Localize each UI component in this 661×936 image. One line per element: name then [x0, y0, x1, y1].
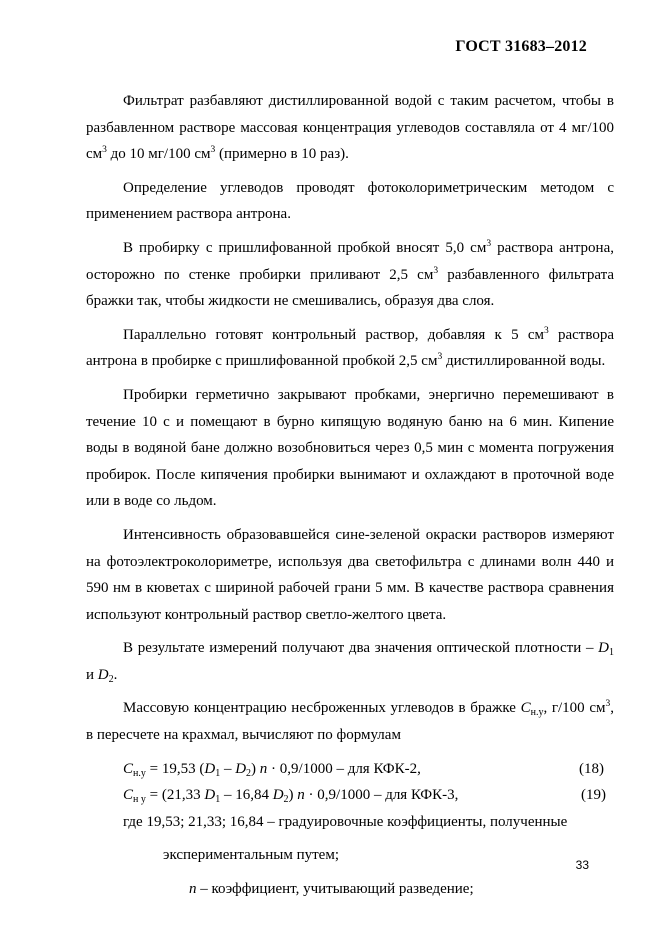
subscript: 2: [108, 673, 114, 685]
text-run: , в пересчете на крахмал, вычисляют по формулам: [86, 700, 614, 744]
text-run: ): [288, 787, 298, 804]
page-number: 33: [575, 858, 589, 872]
subscript: 2: [283, 794, 289, 806]
variable: D: [235, 760, 247, 777]
text-run: = 19,53 (: [145, 760, 205, 777]
superscript: 3: [605, 699, 611, 710]
text-run: раствора антрона, осторожно по стенке пробирки приливают 2,5 см: [86, 239, 614, 283]
text-run: –: [220, 760, 236, 777]
formula-19: [86, 782, 614, 809]
subscript: н.у: [530, 707, 544, 719]
subscript: 1: [215, 767, 221, 779]
text-run: · 0,9/1000 – для КФК-2,: [267, 760, 421, 777]
text-run: разбавленного фильтрата бражки так, чтобы жидкости не смешивались, образуя два слоя.: [86, 266, 614, 310]
where-continuation: экспериментальным путем;: [163, 847, 340, 864]
text-run: (примерно в 10 раз).: [215, 146, 349, 163]
subscript: 1: [215, 794, 221, 806]
text-run: ): [251, 760, 260, 777]
text-run: и: [86, 666, 98, 683]
where-n-definition: [86, 876, 614, 903]
variable: n: [259, 760, 268, 777]
variable: D: [97, 666, 109, 683]
variable: C: [123, 760, 134, 777]
formula-18: [86, 756, 614, 783]
formula-number: (19): [581, 787, 606, 804]
subscript: н.у: [133, 767, 146, 779]
text-run: = (21,33: [145, 787, 205, 804]
text-run: Параллельно готовят контрольный раствор, добавляя к 5 см: [123, 326, 544, 343]
variable: n: [297, 787, 305, 804]
superscript: 3: [210, 145, 216, 156]
text-run: В результате измерений получают два значения оптической плотности –: [123, 640, 599, 657]
superscript: 3: [102, 145, 107, 156]
text-run: – 16,84: [220, 787, 273, 804]
variable: C: [123, 787, 134, 804]
formula-expression: [123, 756, 421, 783]
subscript: 1: [609, 647, 614, 659]
text-run: – коэффициент, учитывающий разведение;: [196, 881, 474, 898]
paragraph-method: Определение углеводов проводят фотоколориметрическим методом с применением раствора антрона.: [86, 179, 614, 223]
text-run: Массовую концентрацию несброженных углеводов в бражке: [123, 700, 521, 717]
variable: n: [189, 881, 197, 898]
standard-header: ГОСТ 31683–2012: [455, 38, 587, 55]
paragraph-measurement: Интенсивность образовавшейся сине-зеленой окраски растворов измеряют на фотоэлектроколориметре, используя два светофильтра с длинами волн 440 и 590 нм в кюветах с шириной рабочей грани 5 мм. В качестве раствора сравнения используют контрольный раствор светло-желтого цвета.: [86, 526, 614, 623]
where-clause: где 19,53; 21,33; 16,84 – градуировочные коэффициенты, полученные: [123, 813, 568, 830]
text-run: .: [113, 666, 118, 683]
subscript: н у: [133, 794, 146, 806]
formula-expression: [123, 782, 458, 809]
text-run: дистиллированной воды.: [442, 353, 606, 370]
formula-number: (18): [579, 760, 604, 777]
superscript: 3: [486, 238, 492, 249]
body-text: [86, 88, 614, 910]
variable: D: [204, 760, 216, 777]
subscript: 2: [246, 767, 252, 779]
superscript: 3: [437, 352, 443, 363]
variable: D: [204, 787, 216, 804]
paragraph-boiling: Пробирки герметично закрывают пробками, энергично перемешивают в течение 10 с и помещают в бурно кипящую водяную баню на 6 мин. Кипение воды в водяной бане должно возобновиться через 0,5 мин с момента погружения пробирок. После кипячения пробирки вынимают и охлаждают в проточной воде или в воде со льдом.: [86, 386, 614, 510]
variable: C: [520, 700, 531, 717]
superscript: 3: [543, 325, 549, 336]
paragraph-mass-concentration: [86, 695, 614, 748]
text-run: , г/100 см: [543, 700, 606, 717]
text-run: В пробирку с пришлифованной пробкой вносят 5,0 см: [123, 239, 487, 256]
superscript: 3: [433, 265, 439, 276]
variable: D: [598, 640, 609, 657]
paragraph-dilution: [86, 88, 614, 168]
paragraph-control-solution: [86, 322, 614, 375]
text-run: до 10 мг/100 см: [106, 146, 211, 163]
paragraph-optical-density: [86, 635, 614, 688]
text-run: Фильтрат разбавляют дистиллированной водой с таким расчетом, чтобы в разбавленном растворе массовая концентрация углеводов составляла от 4 мг/100 см: [86, 93, 614, 163]
paragraph-test-tube: [86, 235, 614, 315]
text-run: раствора антрона в пробирке с пришлифованной пробкой 2,5 см: [86, 326, 614, 370]
variable: D: [272, 787, 284, 804]
text-run: · 0,9/1000 – для КФК-3,: [304, 787, 459, 804]
